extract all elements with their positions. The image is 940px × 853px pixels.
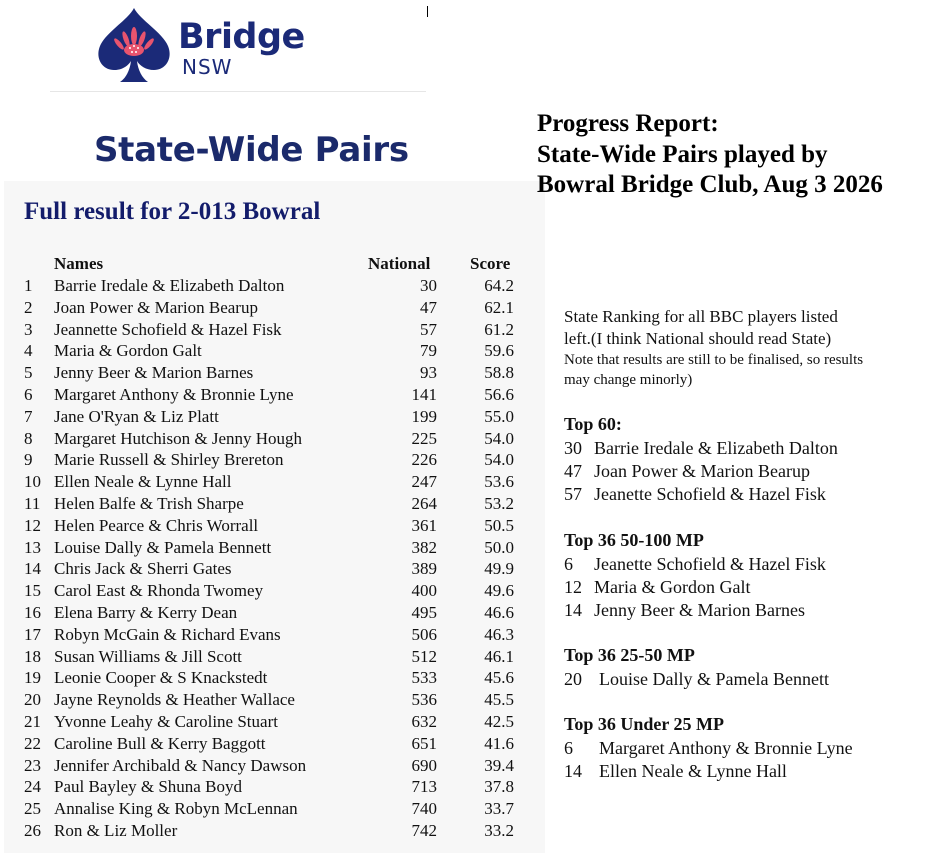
table-row: [0, 603, 545, 625]
report-line-3: Bowral Bridge Club, Aug 3 2026: [537, 171, 883, 198]
row-score: 46.1: [484, 646, 514, 666]
row-names: Susan Williams & Jill Scott: [54, 646, 242, 666]
ranking-section-heading: Top 60:: [564, 414, 622, 434]
ranking-entry-number: 6: [564, 738, 573, 758]
ranking-entry-names: Jenny Beer & Marion Barnes: [594, 600, 805, 620]
row-rank: 19: [24, 668, 41, 688]
row-score: 64.2: [484, 276, 514, 295]
text-cursor: [427, 6, 428, 17]
ranking-entry-names: Maria & Gordon Galt: [594, 577, 751, 597]
row-names: Barrie Iredale & Elizabeth Dalton: [54, 276, 285, 295]
row-national: 506: [411, 624, 437, 644]
row-score: 56.6: [484, 385, 514, 404]
row-rank: 25: [24, 799, 41, 819]
row-names: Paul Bayley & Shuna Boyd: [54, 777, 242, 797]
row-score: 49.9: [484, 559, 514, 579]
row-national: 247: [411, 472, 437, 492]
table-row: [0, 821, 545, 843]
note-line-2: left.(I think National should read State): [564, 329, 832, 348]
table-row: [0, 363, 545, 385]
column-header-national: National: [368, 254, 431, 273]
row-score: 54.0: [484, 450, 514, 470]
row-score: 59.6: [484, 341, 514, 361]
row-rank: 6: [24, 385, 33, 404]
table-row: [0, 756, 545, 778]
row-score: 41.6: [484, 733, 514, 753]
row-rank: 5: [24, 363, 33, 383]
table-row: [0, 538, 545, 560]
row-names: Ellen Neale & Lynne Hall: [54, 472, 232, 492]
row-rank: 24: [24, 777, 41, 797]
table-row: [0, 298, 545, 320]
ranking-section-heading: Top 36 25-50 MP: [564, 645, 695, 665]
row-national: 742: [411, 821, 437, 840]
ranking-entry-number: 57: [564, 484, 582, 504]
row-names: Robyn McGain & Richard Evans: [54, 624, 281, 644]
row-score: 61.2: [484, 319, 514, 339]
row-score: 46.6: [484, 603, 514, 622]
row-rank: 2: [24, 297, 33, 317]
row-rank: 4: [24, 341, 33, 361]
table-row: [0, 712, 545, 734]
row-names: Carol East & Rhonda Twomey: [54, 581, 264, 601]
row-national: 495: [411, 603, 437, 622]
row-score: 58.8: [484, 363, 514, 383]
row-rank: 26: [24, 821, 41, 840]
row-names: Annalise King & Robyn McLennan: [54, 799, 298, 819]
row-national: 30: [420, 276, 437, 295]
row-score: 37.8: [484, 777, 514, 797]
table-row: [0, 777, 545, 799]
row-rank: 10: [24, 472, 41, 492]
table-row: [0, 799, 545, 821]
row-national: 400: [411, 581, 437, 601]
row-rank: 12: [24, 515, 41, 535]
row-national: 533: [411, 668, 437, 688]
ranking-entry-names: Barrie Iredale & Elizabeth Dalton: [594, 438, 838, 458]
row-national: 225: [411, 428, 437, 448]
table-row: [0, 429, 545, 451]
report-line-2: State-Wide Pairs played by: [537, 140, 828, 168]
row-names: Jane O'Ryan & Liz Platt: [54, 406, 219, 426]
row-national: 713: [411, 777, 437, 797]
row-names: Louise Dally & Pamela Bennett: [54, 537, 272, 557]
event-title: State-Wide Pairs: [94, 130, 409, 170]
note-small-line-2: may change minorly): [564, 372, 693, 388]
table-row: [0, 625, 545, 647]
row-national: 57: [420, 319, 437, 339]
row-names: Maria & Gordon Galt: [54, 341, 202, 361]
row-national: 199: [411, 406, 437, 426]
table-row: [0, 516, 545, 538]
row-score: 46.3: [484, 624, 514, 644]
row-rank: 1: [24, 276, 33, 295]
ranking-entry-number: 14: [564, 761, 582, 781]
row-names: Elena Barry & Kerry Dean: [54, 603, 238, 622]
ranking-entry-names: Ellen Neale & Lynne Hall: [599, 761, 787, 781]
row-rank: 21: [24, 712, 41, 731]
row-score: 45.6: [484, 668, 514, 688]
row-national: 93: [420, 363, 437, 383]
table-row: [0, 450, 545, 472]
row-rank: 11: [24, 494, 41, 513]
row-names: Yvonne Leahy & Caroline Stuart: [54, 712, 278, 731]
note-small-line-1: Note that results are still to be finalised, so results: [564, 352, 864, 368]
table-row: [0, 668, 545, 690]
table-row: [0, 341, 545, 363]
row-national: 536: [411, 690, 437, 710]
header-divider: [50, 91, 426, 92]
row-names: Joan Power & Marion Bearup: [54, 297, 258, 317]
table-row: [0, 276, 545, 298]
table-row: [0, 559, 545, 581]
row-names: Jeannette Schofield & Hazel Fisk: [54, 319, 282, 339]
column-header-score: Score: [470, 254, 511, 273]
row-names: Caroline Bull & Kerry Baggott: [54, 733, 266, 753]
row-score: 53.6: [484, 472, 514, 492]
table-row: [0, 320, 545, 342]
row-names: Margaret Anthony & Bronnie Lyne: [54, 385, 294, 404]
row-score: 53.2: [484, 494, 514, 513]
row-national: 226: [411, 450, 437, 470]
row-rank: 18: [24, 646, 41, 666]
row-names: Helen Balfe & Trish Sharpe: [54, 494, 244, 513]
row-score: 55.0: [484, 406, 514, 426]
ranking-entry-names: Jeanette Schofield & Hazel Fisk: [594, 484, 826, 504]
ranking-entry-names: Joan Power & Marion Bearup: [594, 461, 810, 481]
row-national: 651: [411, 733, 437, 753]
row-rank: 8: [24, 428, 33, 448]
finalised-note: [564, 350, 863, 390]
row-rank: 15: [24, 581, 41, 601]
table-row: [0, 690, 545, 712]
row-national: 264: [411, 494, 437, 513]
row-rank: 22: [24, 733, 41, 753]
ranking-entry-number: 20: [564, 669, 582, 689]
row-names: Jenny Beer & Marion Barnes: [54, 363, 254, 383]
row-names: Jennifer Archibald & Nancy Dawson: [54, 755, 307, 775]
row-rank: 20: [24, 690, 41, 710]
row-score: 54.0: [484, 428, 514, 448]
progress-report-heading: [537, 109, 883, 201]
row-national: 740: [411, 799, 437, 819]
row-national: 382: [411, 537, 437, 557]
ranking-entry-number: 47: [564, 461, 582, 481]
results-title: Full result for 2-013 Bowral: [24, 198, 321, 225]
row-rank: 14: [24, 559, 41, 579]
row-names: Jayne Reynolds & Heather Wallace: [54, 690, 295, 710]
row-score: 42.5: [484, 712, 514, 731]
table-row: [0, 472, 545, 494]
table-row: [0, 734, 545, 756]
table-row: [0, 581, 545, 603]
ranking-entry-number: 6: [564, 554, 573, 574]
row-national: 361: [411, 515, 437, 535]
row-national: 632: [411, 712, 437, 731]
report-line-1: Progress Report:: [537, 110, 719, 137]
logo-subtext: NSW: [182, 55, 233, 79]
row-names: Helen Pearce & Chris Worrall: [54, 515, 259, 535]
row-score: 50.5: [484, 515, 514, 535]
row-score: 33.7: [484, 799, 514, 819]
state-ranking-note: [564, 306, 838, 350]
row-names: Leonie Cooper & S Knackstedt: [54, 668, 268, 688]
row-score: 39.4: [484, 755, 514, 775]
row-score: 50.0: [484, 537, 514, 557]
row-score: 45.5: [484, 690, 514, 710]
row-rank: 17: [24, 624, 41, 644]
row-names: Marie Russell & Shirley Brereton: [54, 450, 284, 470]
table-row: [0, 407, 545, 429]
row-rank: 16: [24, 603, 41, 622]
ranking-entry-names: Jeanette Schofield & Hazel Fisk: [594, 554, 826, 574]
row-score: 62.1: [484, 297, 514, 317]
row-rank: 7: [24, 406, 33, 426]
row-names: Margaret Hutchison & Jenny Hough: [54, 428, 303, 448]
row-names: Ron & Liz Moller: [54, 821, 178, 840]
row-rank: 3: [24, 319, 33, 339]
row-national: 47: [420, 297, 437, 317]
note-line-1: State Ranking for all BBC players listed: [564, 307, 838, 326]
row-rank: 13: [24, 537, 41, 557]
ranking-entry-number: 12: [564, 577, 582, 597]
row-national: 141: [411, 385, 437, 404]
column-header-names: Names: [54, 254, 104, 273]
logo-wordmark: Bridge: [178, 17, 305, 57]
ranking-section-heading: Top 36 Under 25 MP: [564, 714, 725, 734]
row-rank: 23: [24, 755, 41, 775]
table-row: [0, 647, 545, 669]
row-names: Chris Jack & Sherri Gates: [54, 559, 232, 579]
row-national: 690: [411, 755, 437, 775]
row-rank: 9: [24, 450, 33, 470]
row-national: 512: [411, 646, 437, 666]
bridge-nsw-logo: [94, 6, 174, 86]
row-score: 33.2: [484, 821, 514, 840]
ranking-entry-names: Margaret Anthony & Bronnie Lyne: [599, 738, 853, 758]
table-row: [0, 385, 545, 407]
ranking-entry-number: 14: [564, 600, 582, 620]
row-national: 389: [411, 559, 437, 579]
row-score: 49.6: [484, 581, 514, 601]
table-row: [0, 494, 545, 516]
ranking-section-heading: Top 36 50-100 MP: [564, 530, 704, 550]
ranking-entry-names: Louise Dally & Pamela Bennett: [599, 669, 829, 689]
ranking-entry-number: 30: [564, 438, 582, 458]
row-national: 79: [420, 341, 437, 361]
